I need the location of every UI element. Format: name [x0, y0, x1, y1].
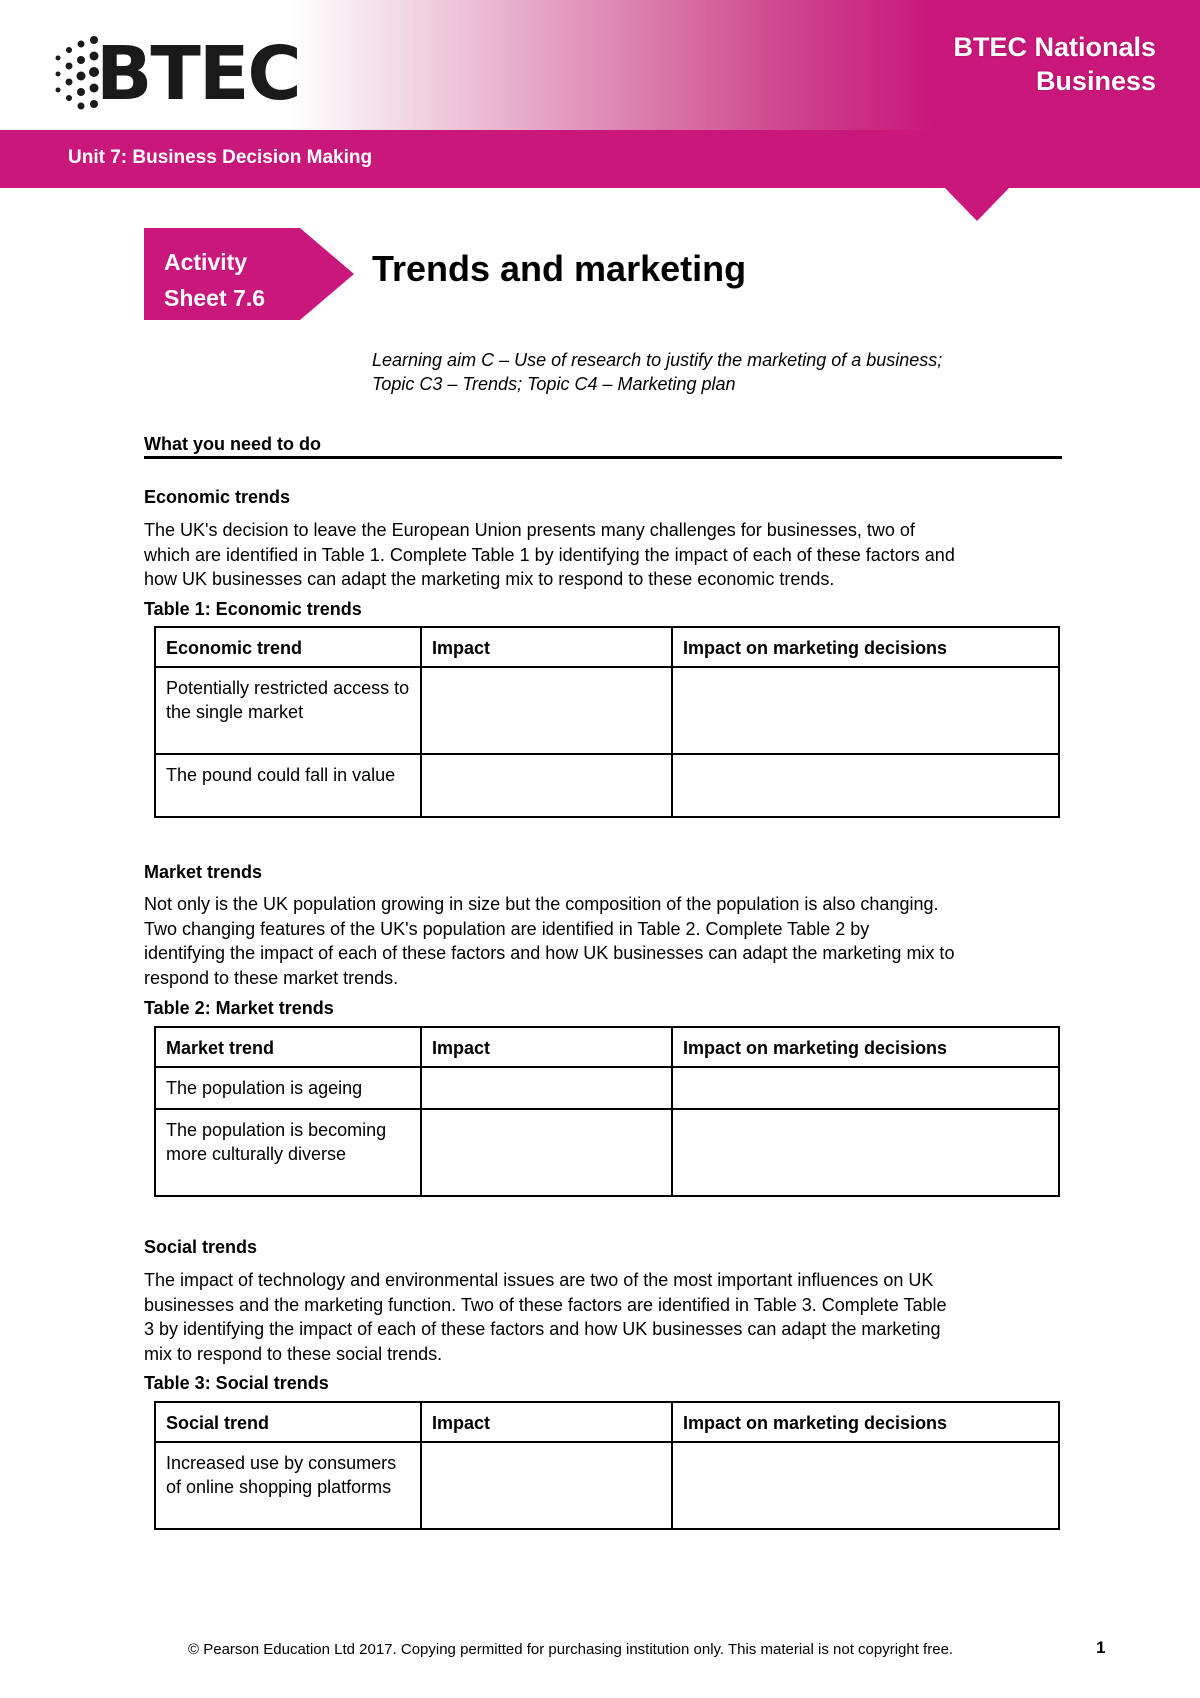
paragraph-line: respond to these market trends. — [144, 967, 399, 988]
impact-cell[interactable] — [421, 1109, 672, 1196]
activity-badge — [164, 244, 265, 316]
column-header: Social trend — [155, 1402, 421, 1442]
paragraph-line: identifying the impact of each of these factors and how UK businesses can adapt the marketing mix to — [144, 943, 955, 963]
economic-trends-table — [154, 626, 1060, 818]
page-number: 1 — [1096, 1638, 1106, 1657]
brand-line-1: BTEC Nationals — [953, 32, 1156, 62]
paragraph-line: Not only is the UK population growing in size but the composition of the population is also changing. — [144, 894, 939, 914]
section-paragraph-social — [144, 1268, 1062, 1366]
section-paragraph-economic — [144, 518, 1062, 592]
section-paragraph-market — [144, 892, 1062, 990]
table-row — [155, 1442, 1059, 1529]
table-row — [155, 667, 1059, 754]
aim-line-1: Learning aim C – Use of research to justify the marketing of a business; — [372, 350, 943, 370]
column-header: Economic trend — [155, 627, 421, 667]
table-header-row — [155, 627, 1059, 667]
unit-title: Unit 7: Business Decision Making — [68, 147, 373, 168]
marketing-impact-cell[interactable] — [672, 754, 1059, 817]
badge-line-1: Activity — [164, 249, 248, 275]
learning-aim — [372, 348, 1072, 396]
page-title: Trends and marketing — [372, 248, 747, 289]
divider-rule — [144, 456, 1062, 459]
paragraph-line: which are identified in Table 1. Complete Table 1 by identifying the impact of each of these factors and — [144, 544, 955, 565]
bar-notch-triangle-icon — [944, 187, 1010, 221]
section-heading-social: Social trends — [144, 1237, 258, 1257]
table-caption-economic: Table 1: Economic trends — [144, 599, 362, 619]
trend-cell: Potentially restricted access to the single market — [155, 667, 421, 754]
copyright-footer: © Pearson Education Ltd 2017. Copying permitted for purchasing institution only. This material is not copyright free. — [188, 1641, 954, 1658]
paragraph-line: mix to respond to these social trends. — [144, 1343, 443, 1364]
marketing-impact-cell[interactable] — [672, 1442, 1059, 1529]
column-header: Market trend — [155, 1027, 421, 1067]
table-header-row — [155, 1402, 1059, 1442]
trend-cell: The pound could fall in value — [155, 754, 421, 817]
paragraph-line: Two changing features of the UK's population are identified in Table 2. Complete Table 2 by — [144, 918, 870, 939]
paragraph-line: The impact of technology and environmental issues are two of the most important influences on UK — [144, 1270, 934, 1290]
badge-line-2: Sheet 7.6 — [164, 285, 265, 311]
table-row — [155, 754, 1059, 817]
column-header: Impact on marketing decisions — [672, 1027, 1059, 1067]
brand-title — [953, 30, 1156, 98]
social-trends-table — [154, 1401, 1060, 1530]
column-header: Impact — [421, 627, 672, 667]
table-header-row — [155, 1027, 1059, 1067]
trend-cell: The population is becoming more culturally diverse — [155, 1109, 421, 1196]
marketing-impact-cell[interactable] — [672, 1109, 1059, 1196]
impact-cell[interactable] — [421, 1442, 672, 1529]
brand-line-2: Business — [1035, 66, 1156, 96]
what-you-need-heading: What you need to do — [144, 434, 321, 454]
impact-cell[interactable] — [421, 1067, 672, 1109]
paragraph-line: 3 by identifying the impact of each of these factors and how UK businesses can adapt the marketing — [144, 1319, 941, 1339]
table-row — [155, 1067, 1059, 1109]
column-header: Impact — [421, 1027, 672, 1067]
table-caption-social: Table 3: Social trends — [144, 1373, 329, 1393]
aim-line-2: Topic C3 – Trends; Topic C4 – Marketing plan — [372, 374, 736, 394]
impact-cell[interactable] — [421, 754, 672, 817]
marketing-impact-cell[interactable] — [672, 1067, 1059, 1109]
paragraph-line: The UK's decision to leave the European Union presents many challenges for businesses, two of — [144, 520, 915, 540]
section-heading-market: Market trends — [144, 862, 263, 882]
impact-cell[interactable] — [421, 667, 672, 754]
paragraph-line: businesses and the marketing function. Two of these factors are identified in Table 3. Complete Table — [144, 1294, 947, 1315]
btec-logo-text: BTEC — [96, 31, 300, 117]
section-heading-economic: Economic trends — [144, 487, 291, 507]
column-header: Impact — [421, 1402, 672, 1442]
market-trends-table — [154, 1026, 1060, 1197]
trend-cell: The population is ageing — [155, 1067, 421, 1109]
trend-cell: Increased use by consumers of online shopping platforms — [155, 1442, 421, 1529]
column-header: Impact on marketing decisions — [672, 627, 1059, 667]
table-row — [155, 1109, 1059, 1196]
column-header: Impact on marketing decisions — [672, 1402, 1059, 1442]
marketing-impact-cell[interactable] — [672, 667, 1059, 754]
paragraph-line: how UK businesses can adapt the marketing mix to respond to these economic trends. — [144, 569, 835, 589]
table-caption-market: Table 2: Market trends — [144, 998, 334, 1018]
